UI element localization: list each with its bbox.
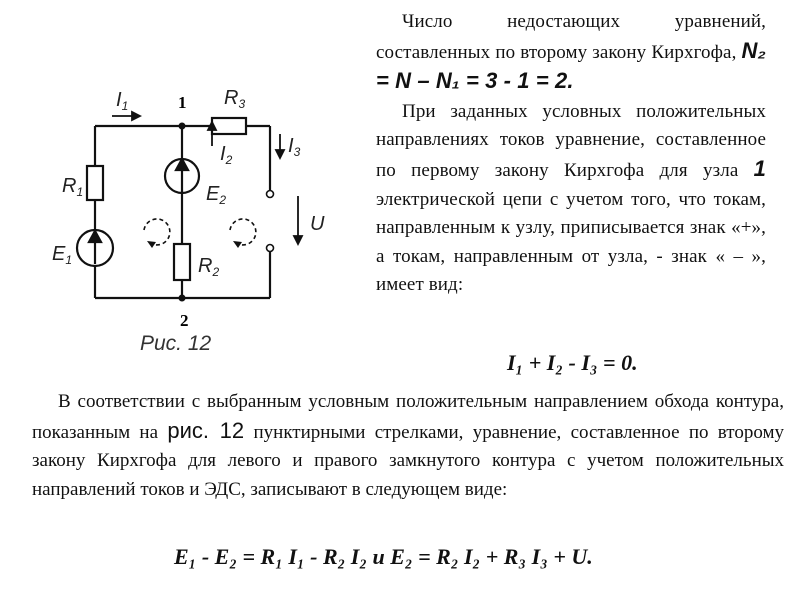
resistor-r1: [87, 166, 103, 200]
label-i1: $I_1$: [116, 89, 129, 113]
terminal-bottom: [267, 245, 274, 252]
p2-text-a: При заданных условных положительных направлениях токов уравнение, составленное по первому закону Кирхгофа для узла: [376, 100, 766, 181]
label-i2: $I_2$: [220, 143, 233, 167]
equation-kirchhoff-2: E₁ - E₂ = R₁ I₁ - R₂ I₂ и E₂ = R₂ I₂ + R₃ I₃ + U.: [174, 544, 593, 569]
label-e1: $E_1$: [52, 243, 73, 267]
p2-text-b: электрической цепи с учетом того, что токам, направленным к узлу, приписывается знак «+», а токам, направленным от узла, - знак « – », имеет вид:: [376, 188, 766, 296]
left-loop-arrow: [144, 219, 170, 245]
node-1-dot: [179, 123, 186, 130]
i3-arrow-head: [276, 150, 284, 158]
body-text-a: В соответствии с выбранным условным положительным направлением обхода контура, показанным на: [32, 391, 784, 443]
label-e2: $E_2$: [206, 183, 227, 207]
body-text-b: пунктирными стрелками, уравнение, составленное по второму закону Кирхгофа для левого и правого замкнутого контура с учетом положительных направлений токов и ЭДС, записывают в следующем виде:: [32, 421, 785, 500]
circuit-diagram: [40, 80, 340, 360]
right-loop-arrow-head: [233, 241, 242, 248]
figure-caption: Рис. 12: [140, 332, 212, 355]
label-r1: $R_1$: [62, 175, 84, 199]
terminal-top: [267, 191, 274, 198]
paragraph-1: [376, 8, 766, 98]
equation-kirchhoff-1: I₁ + I₂ - I₃ = 0.: [507, 350, 638, 375]
body-paragraph: [32, 388, 784, 504]
resistor-r3: [212, 118, 246, 134]
right-loop-arrow: [230, 219, 256, 245]
label-r2: $R_2$: [198, 255, 220, 279]
label-r3: $R_3$: [224, 87, 246, 111]
i1-arrow-head: [132, 112, 140, 120]
node-reference: 1: [753, 155, 767, 181]
label-i3: $I_3$: [288, 135, 301, 159]
label-node-2: 2: [180, 311, 189, 330]
paragraph-2: [376, 98, 766, 300]
node-2-dot: [179, 295, 186, 302]
n2-formula: N₂ = N – N₁ = 3 - 1 = 2.: [376, 37, 766, 94]
label-node-1: 1: [178, 93, 187, 112]
circuit-figure: [40, 80, 340, 360]
label-u: U: [310, 213, 325, 235]
left-loop-arrow-head: [147, 241, 156, 248]
u-arrow-head: [294, 236, 302, 244]
figure-reference: рис. 12: [167, 417, 245, 443]
resistor-r2: [174, 244, 190, 280]
right-paragraph: [376, 8, 766, 300]
p1-text: Число недостающих уравнений, составленных по второму закону Кирхгофа,: [376, 11, 766, 63]
